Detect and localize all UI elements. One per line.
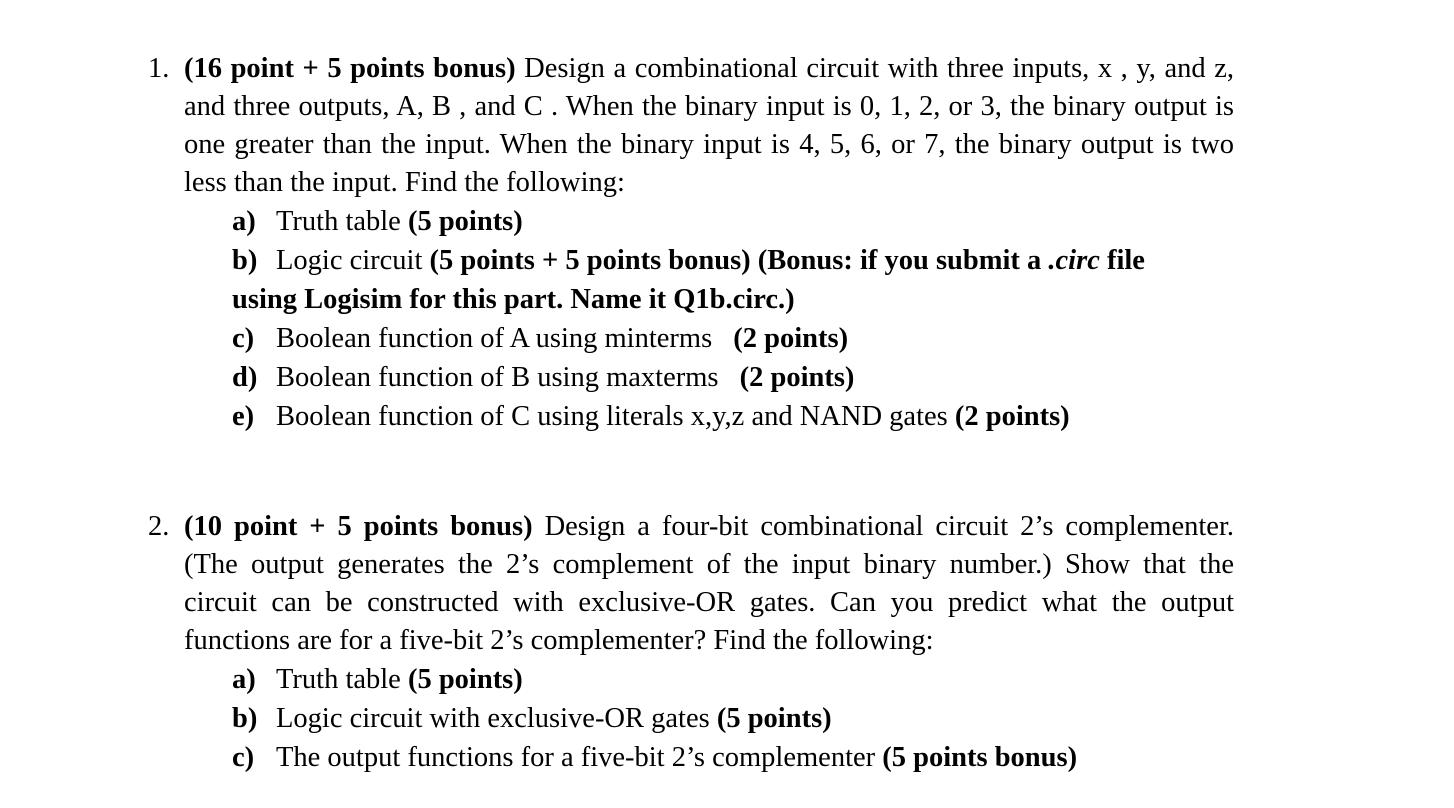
question-points: (10 point + 5 points bonus) (184, 511, 533, 542)
sub-question-e (232, 397, 1234, 436)
sub-question-b (232, 241, 1234, 319)
question-2 (148, 508, 1234, 777)
sub-question-letter: a) (232, 664, 256, 695)
sub-question-letter: c) (232, 742, 255, 773)
sub-question-list (148, 660, 1234, 777)
sub-question-a (232, 660, 1234, 699)
sub-question-text: Truth table (276, 206, 401, 237)
sub-question-text: Boolean function of C using literals x,y,z and NAND gates (276, 401, 948, 432)
sub-question-points: (5 points) (407, 206, 523, 237)
sub-question-b (232, 699, 1234, 738)
sub-question-letter: b) (232, 245, 258, 276)
sub-question-points: (5 points) (407, 664, 523, 695)
sub-question-letter: d) (232, 362, 258, 393)
question-prompt (184, 508, 1234, 660)
sub-question-c (232, 319, 1234, 358)
sub-question-points: (5 points bonus) (882, 742, 1078, 773)
sub-question-letter: b) (232, 703, 258, 734)
sub-question-text: Truth table (276, 664, 401, 695)
question-number: 2. (148, 511, 170, 542)
question-text: Design a combinational circuit with three inputs, x , y, and z, and three outputs, A, B , and C . When the binary input is 0, 1, 2, or 3, the binary output is one greater than the input. When the binary input is 4, 5, 6, or 7, the binary output is two less than the input. Find the following: (184, 53, 1234, 198)
sub-question-points: (2 points) (733, 323, 849, 354)
sub-question-letter: c) (232, 323, 255, 354)
question-1 (148, 50, 1234, 436)
sub-question-text: The output functions for a five-bit 2’s complementer (276, 742, 876, 773)
sub-question-text: Boolean function of B using maxterms (276, 362, 719, 393)
sub-question-text: Boolean function of A using minterms (276, 323, 713, 354)
sub-question-points: (5 points + 5 points bonus) (429, 245, 751, 276)
question-prompt (184, 50, 1234, 202)
bonus-note-line2: using Logisim for this part. Name it Q1b.circ.) (232, 284, 795, 315)
sub-question-letter: a) (232, 206, 256, 237)
bonus-note-prefix: (Bonus: if you submit a (757, 245, 1049, 276)
question-number: 1. (148, 53, 170, 84)
sub-question-a (232, 202, 1234, 241)
sub-question-d (232, 358, 1234, 397)
bonus-note-extension: .circ (1048, 245, 1100, 276)
question-text: Design a four-bit combinational circuit 2’s complementer. (The output generates the 2’s complement of the input binary number.) Show that the circuit can be constructed with exclusive-OR gates. Can you predict what the output functions are for a five-bit 2’s complementer? Find the following: (184, 511, 1234, 656)
sub-question-text: Logic circuit (276, 245, 423, 276)
bonus-note-suffix: file (1099, 245, 1145, 276)
sub-question-text: Logic circuit with exclusive-OR gates (276, 703, 710, 734)
sub-question-letter: e) (232, 401, 255, 432)
sub-question-points: (2 points) (954, 401, 1070, 432)
sub-question-list (148, 202, 1234, 436)
question-points: (16 point + 5 points bonus) (184, 53, 516, 84)
sub-question-c (232, 738, 1234, 777)
sub-question-points: (5 points) (716, 703, 832, 734)
sub-question-points: (2 points) (739, 362, 855, 393)
